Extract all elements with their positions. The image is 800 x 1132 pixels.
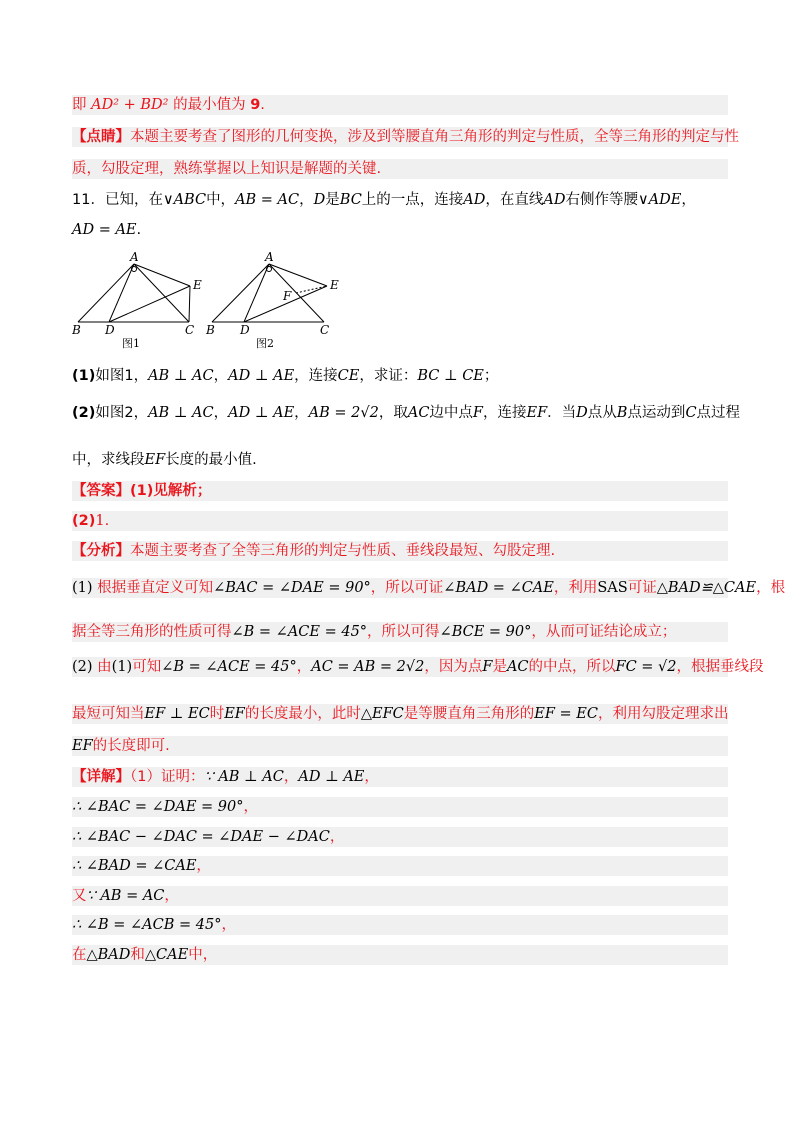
formula: C: [685, 405, 697, 421]
formula: AB ⊥ AC: [148, 405, 214, 421]
text: ．当: [547, 405, 577, 421]
label-f: F: [283, 289, 292, 303]
formula: AC: [506, 659, 529, 675]
answer-line-2: [72, 511, 728, 531]
text: ，: [213, 368, 229, 384]
text: ，取: [378, 405, 408, 421]
text: 上的一点，连接: [361, 192, 464, 208]
analysis-intro: [72, 541, 728, 561]
text: 在: [72, 947, 87, 963]
value: 9: [250, 97, 261, 113]
text: ，根据垂线段: [676, 659, 764, 675]
label-c: C: [320, 323, 330, 337]
text: 长度的最小值.: [165, 452, 257, 468]
text: ，: [294, 405, 309, 421]
detail-tag: 【详解】: [72, 769, 130, 785]
text: 的长度即可.: [92, 738, 170, 754]
formula: ∠BAC = ∠DAE = 90°: [213, 580, 371, 596]
text: 可知: [132, 659, 162, 675]
text: 本题主要考查了图形的几何变换，涉及到等腰直角三角形的判定与性质，全等三角形的判定与性: [130, 129, 739, 145]
segment-ab: [212, 264, 269, 322]
formula: ∨ADE: [638, 192, 682, 208]
text: ，: [213, 405, 229, 421]
formula: ∠B = ∠ACE = 45°: [161, 659, 297, 675]
segment-ef-dashed: [296, 286, 327, 293]
formula: EF: [72, 738, 93, 754]
formula: ∴ ∠BAC = ∠DAE = 90°: [72, 799, 244, 815]
text: 如图1，: [95, 368, 149, 384]
label: (2): [72, 659, 93, 675]
text: ，: [299, 192, 314, 208]
text: 的长度最小，此时: [244, 706, 361, 722]
label-c: C: [185, 323, 195, 337]
answer-line-1: [72, 481, 728, 501]
formula: F: [482, 659, 493, 675]
text: ，: [364, 769, 379, 785]
formula: AC = AB = 2√2: [311, 659, 425, 675]
value: 1: [95, 513, 105, 529]
comment-tag: 【点睛】: [72, 129, 130, 145]
detail-line-1: [72, 767, 728, 787]
text: 是等腰直角三角形的: [403, 706, 535, 722]
formula: D: [576, 405, 588, 421]
analysis-step-2-line-2: [72, 704, 728, 724]
text: ，: [329, 829, 345, 845]
figure-2-caption: 图2: [256, 337, 274, 350]
label-b: B: [72, 323, 81, 337]
formula: △CAE: [144, 947, 189, 963]
formula: ∠B = ∠ACE = 45°: [231, 624, 368, 640]
formula: CE: [337, 368, 360, 384]
text: ，根: [756, 580, 786, 596]
text: (1)见解析；: [130, 483, 212, 499]
formula: EF ⊥ EC: [144, 706, 210, 722]
text: ；: [483, 368, 499, 384]
text: 的最小值为: [173, 97, 246, 113]
subquestion-1: [72, 366, 728, 386]
formula: △BAD≌△CAE: [656, 580, 757, 596]
text: 质，勾股定理，熟练掌握以上知识是解题的关键.: [72, 161, 382, 177]
formula: AB = AC: [235, 192, 300, 208]
segment-ce: [189, 286, 190, 322]
text: ，利用勾股定理求出: [597, 706, 729, 722]
text: .: [104, 513, 110, 529]
label-a: A: [265, 252, 274, 264]
text: 本题主要考查了全等三角形的判定与性质、垂线段最短、勾股定理.: [130, 543, 556, 559]
reference: (1): [111, 659, 133, 675]
formula: AD² + BD²: [91, 97, 169, 113]
text: 又: [72, 888, 87, 904]
segment-ac: [134, 264, 189, 322]
formula: AD: [463, 192, 486, 208]
text: 是: [325, 192, 340, 208]
label: (2): [72, 513, 96, 529]
subquestion-2-line-1: [72, 403, 741, 423]
text: ，求证：: [359, 368, 418, 384]
formula: AD = AE: [72, 222, 137, 238]
formula: AC: [407, 405, 430, 421]
formula: ∵ AB ⊥ AC: [204, 769, 284, 785]
detail-line-2: [72, 797, 728, 817]
formula: AB ⊥ AC: [148, 368, 214, 384]
text: 据全等三角形的性质可得: [72, 624, 232, 640]
label: (2): [72, 405, 96, 421]
formula: EF: [144, 452, 166, 468]
question-line-1: [72, 190, 728, 210]
formula: AB = 2√2: [308, 405, 379, 421]
text: ，连接: [482, 405, 527, 421]
detail-line-3: [72, 827, 728, 847]
text: 已知，在: [104, 192, 163, 208]
text: ，连接: [294, 368, 338, 384]
analysis-step-2-line-1: [72, 657, 764, 677]
formula: △BAD: [86, 947, 131, 963]
formula: ∴ ∠B = ∠ACB = 45°: [72, 917, 222, 933]
text: ，: [164, 888, 179, 904]
text: 中，: [188, 947, 218, 963]
text: ，: [681, 192, 696, 208]
formula: △EFC: [360, 706, 404, 722]
figure-1: [78, 264, 190, 322]
formula: EF: [224, 706, 245, 722]
question-number: 11．: [72, 192, 105, 208]
formula: ∵ AB = AC: [86, 888, 165, 904]
analysis-step-2-line-3: [72, 736, 728, 756]
text: 根据垂直定义可知: [97, 580, 214, 596]
formula: FC = √2: [615, 659, 677, 675]
formula: ∨ABC: [162, 192, 207, 208]
text: 中，求线段: [72, 452, 145, 468]
text: 最短可知当: [72, 706, 145, 722]
formula: ∠BAD = ∠CAE: [443, 580, 554, 596]
formula: ∠BCE = 90°: [439, 624, 532, 640]
label: (1): [72, 580, 93, 596]
text: 可证: [627, 580, 657, 596]
detail-line-7: [72, 945, 728, 965]
text: ，所以可证: [370, 580, 444, 596]
formula: ∴ ∠BAC − ∠DAC = ∠DAE − ∠DAC: [72, 829, 330, 845]
segment-ae: [134, 264, 190, 286]
label-b: B: [206, 323, 215, 337]
text: 点运动到: [627, 405, 686, 421]
formula: EF: [526, 405, 548, 421]
prev-conclusion: [72, 95, 728, 115]
segment-ab: [78, 264, 134, 322]
formula: AD ⊥ AE: [228, 368, 295, 384]
text: ，: [296, 659, 312, 675]
text: 右侧作等腰: [565, 192, 639, 208]
text: .: [136, 222, 142, 238]
text: 中，: [206, 192, 236, 208]
analysis-step-1-line-2: [72, 622, 728, 642]
formula: D: [313, 192, 326, 208]
analysis-tag: 【分析】: [72, 543, 130, 559]
segment-ad: [109, 264, 134, 322]
formula: EF = EC: [534, 706, 598, 722]
text: ，: [243, 799, 258, 815]
text: ，: [196, 858, 211, 874]
segment-de: [109, 286, 190, 322]
text: 由: [97, 659, 112, 675]
formula: ∴ ∠BAD = ∠CAE: [72, 858, 197, 874]
label-e: E: [193, 278, 202, 292]
text: ，利用: [553, 580, 598, 596]
text: .: [260, 97, 265, 113]
label-e: E: [330, 278, 339, 292]
label: (1): [72, 368, 96, 384]
geometry-figures: [72, 252, 372, 352]
subquestion-2-line-2: [72, 450, 728, 470]
text: ，从而可证结论成立；: [531, 624, 677, 640]
text: 如图2，: [95, 405, 149, 421]
formula: F: [472, 405, 483, 421]
text: ，在直线: [485, 192, 544, 208]
formula: SAS: [597, 580, 628, 596]
prev-comment-line-2: [72, 159, 728, 179]
prev-comment-line-1: [72, 127, 739, 147]
answer-tag: 【答案】: [72, 483, 130, 499]
text: 时: [209, 706, 225, 722]
figure-2: [212, 264, 327, 322]
question-line-2: [72, 220, 728, 240]
formula: AD: [543, 192, 566, 208]
formula: BC: [339, 192, 362, 208]
figure-1-caption: 图1: [122, 337, 140, 350]
text: 和: [130, 947, 145, 963]
text: 边中点: [429, 405, 473, 421]
text: ，: [283, 769, 299, 785]
detail-line-4: [72, 856, 728, 876]
text: ，所以可得: [367, 624, 440, 640]
text: 点过程: [696, 405, 741, 421]
segment-ae: [269, 264, 327, 286]
label-d: D: [240, 323, 250, 337]
label-d: D: [105, 323, 115, 337]
text: ，: [221, 917, 236, 933]
label-a: A: [130, 252, 139, 264]
text: 的中点，所以: [528, 659, 616, 675]
text: 是: [492, 659, 507, 675]
analysis-step-1-line-1: [72, 578, 786, 598]
text: ，因为点: [424, 659, 483, 675]
formula: AD ⊥ AE: [228, 405, 295, 421]
text: 点从: [587, 405, 617, 421]
text: （1）证明：: [130, 769, 205, 785]
formula: BC ⊥ CE: [417, 368, 484, 384]
formula: AD ⊥ AE: [298, 769, 365, 785]
formula: B: [616, 405, 628, 421]
detail-line-6: [72, 915, 728, 935]
text: 即: [72, 97, 87, 113]
detail-line-5: [72, 886, 728, 906]
